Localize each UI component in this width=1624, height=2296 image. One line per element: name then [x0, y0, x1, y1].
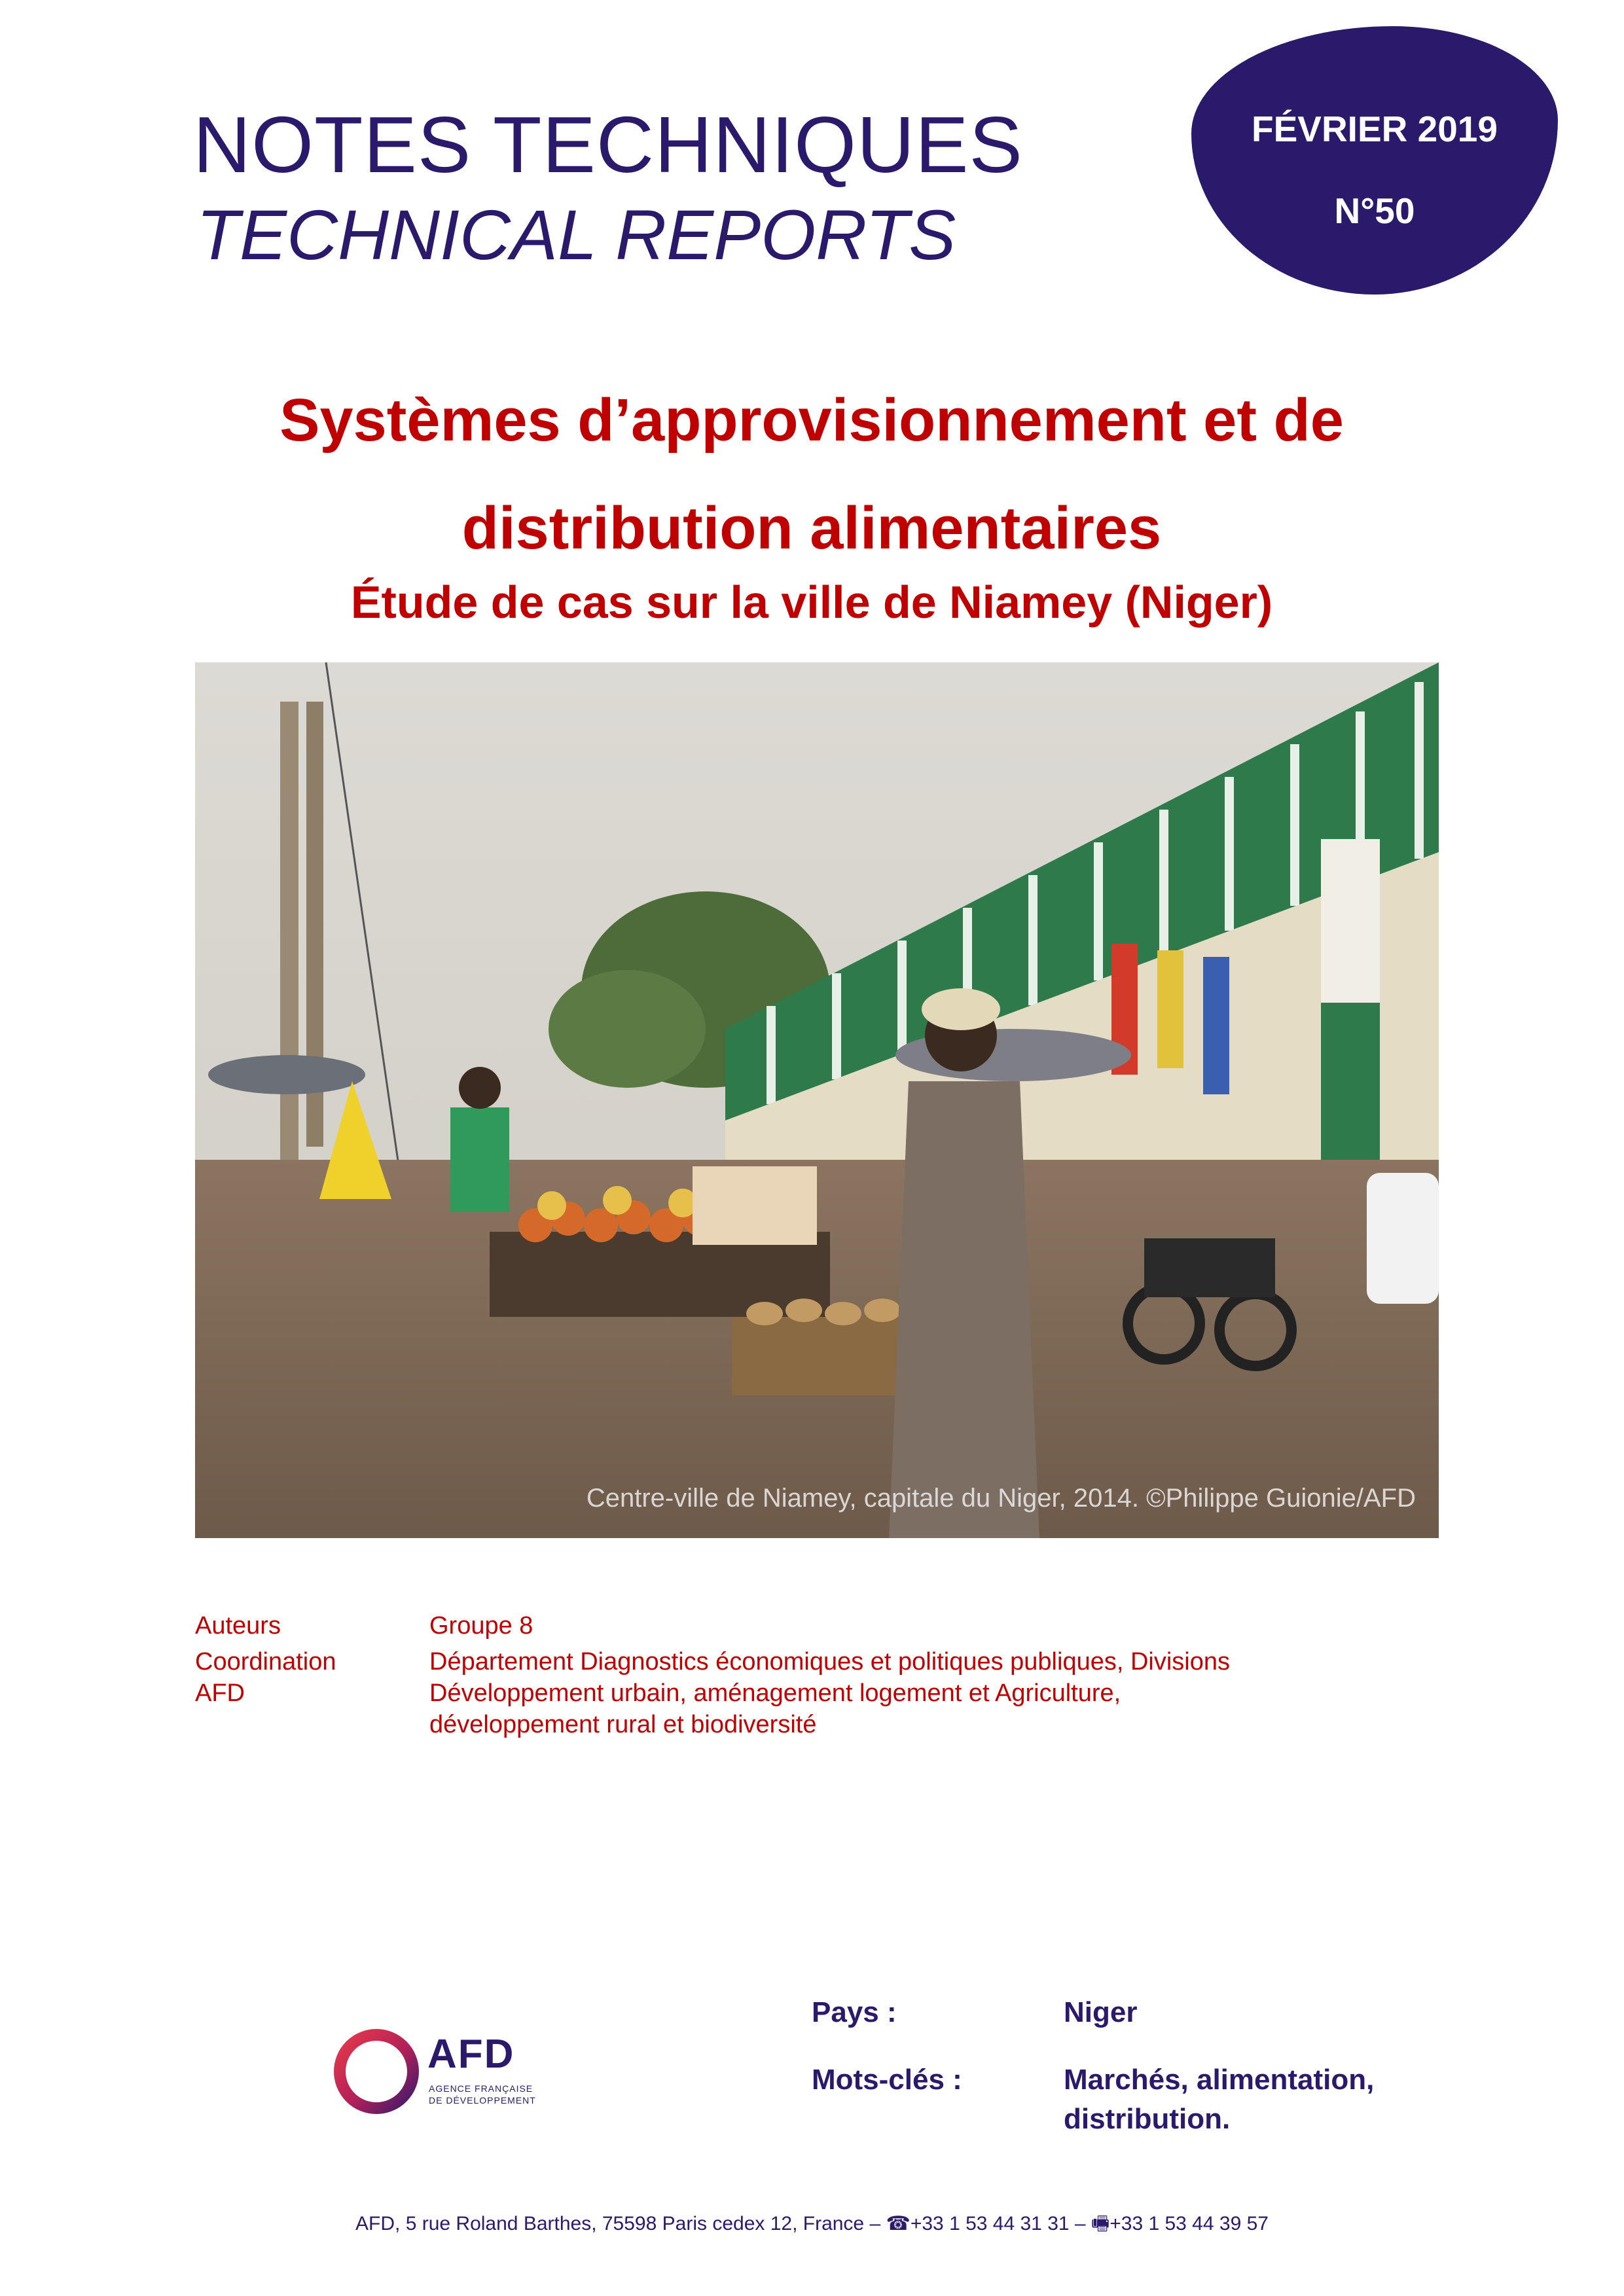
cover-photo — [195, 662, 1439, 1538]
authors-label: Auteurs — [195, 1612, 281, 1640]
afd-logo — [331, 2026, 547, 2117]
footer-address: AFD, 5 rue Roland Barthes, 75598 Paris cedex 12, France – ☎+33 1 53 44 31 31 – 🖷+33 1 53 44 39 57 — [355, 2213, 1269, 2234]
report-title-line2: distribution alimentaires — [461, 495, 1162, 562]
coordination-label-line1: Coordination — [195, 1648, 336, 1676]
series-title: NOTES TECHNIQUES — [193, 100, 1023, 189]
coordination-line2: Développement urbain, aménagement logement et Agriculture, — [429, 1679, 1121, 1707]
coordination-line3: développement rural et biodiversité — [429, 1711, 817, 1738]
series-subtitle: TECHNICAL REPORTS — [196, 195, 956, 274]
market-scene-illustration — [195, 662, 1439, 1538]
authors-value: Groupe 8 — [429, 1612, 533, 1640]
coordination-label-line2: AFD — [195, 1679, 245, 1707]
keywords-value — [1064, 2060, 1374, 2139]
country-value: Niger — [1064, 1996, 1138, 2028]
issue-badge — [1191, 26, 1558, 295]
keywords-value-line1: Marchés, alimentation, — [1064, 2064, 1375, 2096]
afd-logo-mark — [331, 2026, 422, 2117]
keywords-label: Mots-clés : — [812, 2064, 962, 2096]
issue-date: FÉVRIER 2019 — [1251, 109, 1498, 149]
photo-caption: Centre-ville de Niamey, capitale du Niger, 2014. ©Philippe Guionie/AFD — [586, 1484, 1416, 1513]
report-subtitle: Étude de cas sur la ville de Niamey (Niger) — [350, 577, 1273, 628]
report-title-line1: Systèmes d’approvisionnement et de — [280, 387, 1344, 454]
report-title — [131, 367, 1492, 583]
afd-logo-tagline-line1: AGENCE FRANÇAISE — [429, 2083, 533, 2094]
coordination-line1: Département Diagnostics économiques et politiques publiques, Divisions — [429, 1648, 1230, 1676]
country-label: Pays : — [812, 1996, 897, 2028]
issue-number: N°50 — [1334, 190, 1415, 231]
afd-logo-text: AFD — [427, 2032, 515, 2077]
afd-logo-tagline-line2: DE DÉVELOPPEMENT — [429, 2095, 536, 2106]
keywords-value-line2: distribution. — [1064, 2103, 1231, 2135]
